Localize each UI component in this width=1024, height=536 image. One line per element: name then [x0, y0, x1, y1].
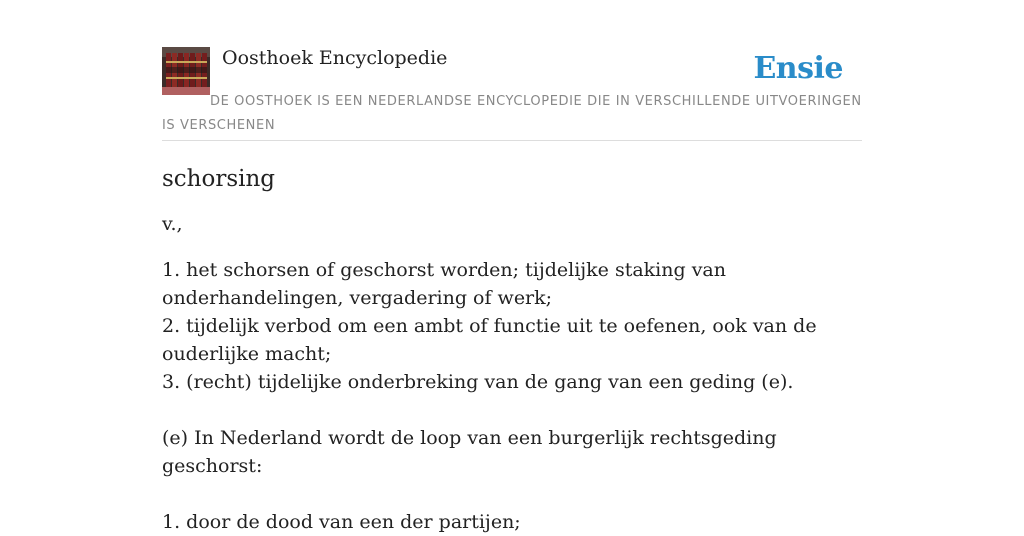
entry-title: schorsing — [162, 166, 276, 192]
site-title[interactable]: Oosthoek Encyclopedie — [222, 47, 448, 69]
site-avatar[interactable] — [162, 47, 210, 95]
definition-item: 3. (recht) tijdelijke onderbreking van de gang van een geding (e). — [162, 371, 794, 393]
note-item: 1. door de dood van een der partijen; — [162, 511, 521, 533]
encyclopedia-books-icon — [162, 47, 210, 95]
entry-note: (e) In Nederland wordt de loop van een burgerlijk rechtsgeding geschorst: — [162, 427, 777, 477]
part-of-speech: v., — [162, 213, 183, 235]
site-header — [162, 46, 862, 141]
brand-logo[interactable]: Ensie — [753, 51, 843, 86]
definition-list — [162, 256, 862, 396]
definition-item: 2. tijdelijk verbod om een ambt of functie uit te oefenen, ook van de ouderlijke macht; — [162, 315, 817, 365]
entry-content — [162, 160, 862, 536]
site-description: DE OOSTHOEK IS EEN NEDERLANDSE ENCYCLOPEDIE DIE IN VERSCHILLENDE UITVOERINGEN IS VERSCHENEN — [162, 94, 862, 133]
definition-item: 1. het schorsen of geschorst worden; tijdelijke staking van onderhandelingen, vergadering of werk; — [162, 259, 726, 309]
